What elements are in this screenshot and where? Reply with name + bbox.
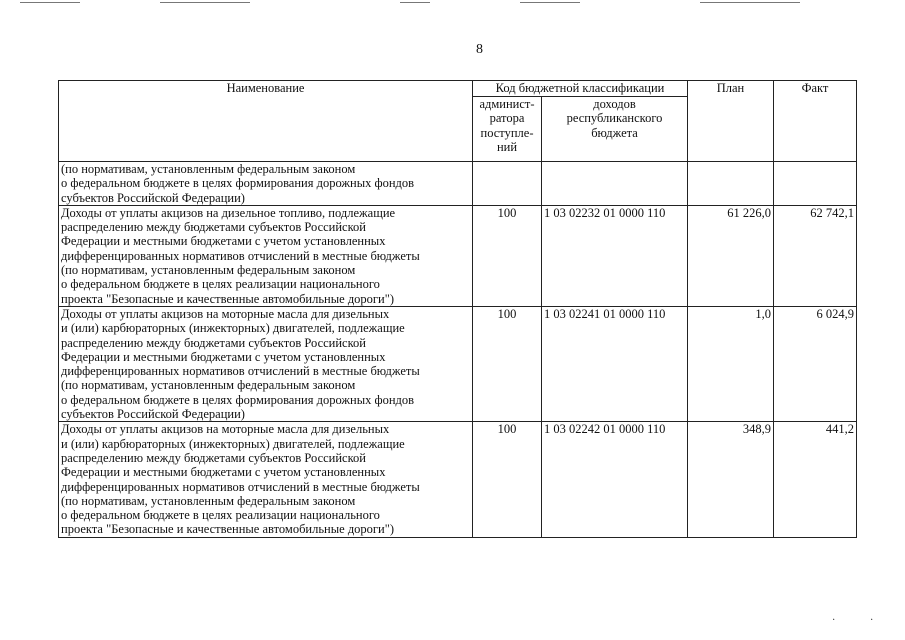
row-fact: 62 742,1 (774, 205, 857, 306)
row-budget-code: 1 03 02241 01 0000 110 (542, 306, 688, 421)
page-number: 8 (476, 42, 483, 57)
row-plan: 61 226,0 (688, 205, 774, 306)
header-fact: Факт (774, 81, 857, 162)
row-budget-code: 1 03 02232 01 0000 110 (542, 205, 688, 306)
scan-artifact-speck: ․ (832, 612, 836, 623)
header-admin: админист- ратора поступле- ний (473, 97, 542, 162)
scan-artifact-speck: ․ (870, 612, 874, 623)
table-row (59, 205, 857, 306)
scan-artifact-line (20, 2, 80, 3)
header-name: Наименование (59, 81, 473, 162)
row-plan (688, 162, 774, 206)
row-budget-code: 1 03 02242 01 0000 110 (542, 422, 688, 537)
row-name: (по нормативам, установленным федеральным законом о федеральном бюджете в целях формирования дорожных фондов субъектов Российской Федерации) (59, 162, 473, 206)
header-plan: План (688, 81, 774, 162)
scan-artifact-line (400, 2, 430, 3)
row-name: Доходы от уплаты акцизов на моторные масла для дизельных и (или) карбюраторных (инжекторных) двигателей, подлежащие распределению между бюджетами субъектов Российской Федерации и местными бюджетами с учетом установленных дифференцированных нормативов отчислений в местные бюджеты (по нормативам, установленным федеральным законом о федеральном бюджете в целях формирования дорожных фондов субъектов Российской Федерации) (59, 306, 473, 421)
row-name: Доходы от уплаты акцизов на моторные масла для дизельных и (или) карбюраторных (инжекторных) двигателей, подлежащие распределению между бюджетами субъектов Российской Федерации и местными бюджетами с учетом установленных дифференцированных нормативов отчислений в местные бюджеты (по нормативам, установленным федеральным законом о федеральном бюджете в целях реализации национального проекта "Безопасные и качественные автомобильные дороги") (59, 422, 473, 537)
row-name: Доходы от уплаты акцизов на дизельное топливо, подлежащие распределению между бюджетами субъектов Российской Федерации и местными бюджетами с учетом установленных дифференцированных нормативов отчислений в местные бюджеты (по нормативам, установленным федеральным законом о федеральном бюджете в целях реализации национального проекта "Безопасные и качественные автомобильные дороги") (59, 205, 473, 306)
row-plan: 348,9 (688, 422, 774, 537)
scan-artifact-line (700, 2, 800, 3)
row-budget-code (542, 162, 688, 206)
row-admin-code: 100 (473, 422, 542, 537)
header-code-group: Код бюджетной классификации (473, 81, 688, 97)
table-header-row (59, 81, 857, 97)
row-fact (774, 162, 857, 206)
row-admin-code (473, 162, 542, 206)
row-fact: 441,2 (774, 422, 857, 537)
scan-artifact-line (160, 2, 250, 3)
row-admin-code: 100 (473, 205, 542, 306)
budget-revenue-table (58, 80, 857, 538)
scan-artifact-line (520, 2, 580, 3)
row-admin-code: 100 (473, 306, 542, 421)
header-revenue: доходов республиканского бюджета (542, 97, 688, 162)
table-row (59, 306, 857, 421)
row-fact: 6 024,9 (774, 306, 857, 421)
table-row (59, 162, 857, 206)
row-plan: 1,0 (688, 306, 774, 421)
table-row (59, 422, 857, 537)
